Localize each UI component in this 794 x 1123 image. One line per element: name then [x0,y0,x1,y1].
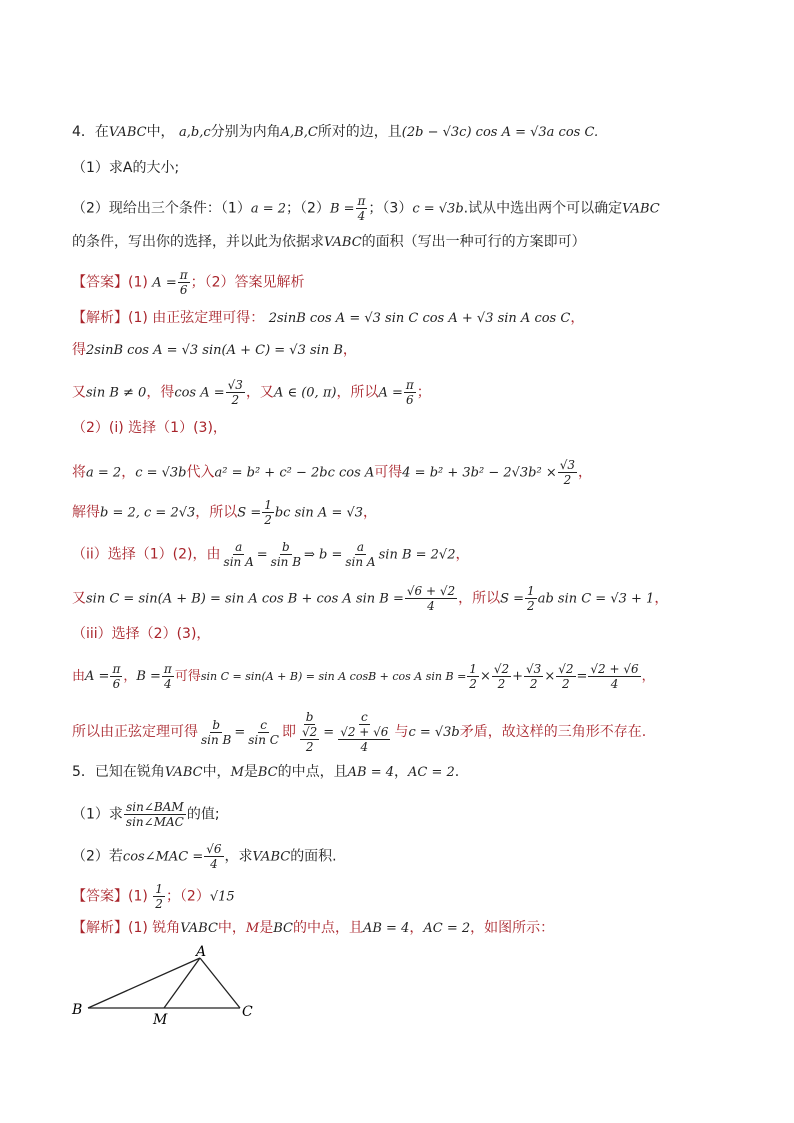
q4-exp-line8: 又sin C = sin(A + B) = sin A cos B + cos A sin B = $\frac{√6 + √2}{4}$ ，所以S = $\frac{1}{2}$ ab sin C = √3 + 1， [72,584,669,613]
label-A: A [196,944,207,960]
q4-exp-line2: 得2sinB cos A = √3 sin(A + C) = √3 sin B， [72,342,357,358]
label-M: M [153,1012,168,1026]
side-BA [88,958,200,1008]
q4-exp-line4: （2）(i) 选择（1）(3)， [72,420,227,436]
q4-exp-line9: （iii）选择（2）(3)， [72,626,211,642]
q4-exp-line1: 【解析】(1) 由正弦定理可得： 2sinB cos A = √3 sin C cos A + √3 sin A cos C， [72,310,585,326]
q4-part2: （2）现给出三个条件：（1）a = 2；（2）B = $\frac{\pi}{4}$ ；（3）c = √3b.试从中选出两个可以确定VABC [72,194,660,223]
q5-stem: 5．已知在锐角VABC中，M是BC的中点，且AB = 4，AC = 2. [72,764,460,780]
q4-exp-line6: 解得b = 2, c = 2√3，所以S = $\frac{1}{2}$ bc sin A = √3， [72,498,378,527]
q4-exp-line11: 所以由正弦定理可得 $\frac{b}{\text{sin B}}$ = $\frac{c}{\text{sin C}}$ 即 $\frac{b}{\frac{√2}{2}}$ = $\frac{c}{\frac{√2 + √6}{4}}$ 与c = √3b矛盾，故这样的三角形不存在. [72,710,647,754]
q5-part1: （1）求 $\frac{\text{sin∠BAM}}{\text{sin∠MAC}}$ 的值; [72,800,220,829]
label-B: B [72,1002,83,1018]
q4-part2-cont: 的条件，写出你的选择，并以此为依据求VABC的面积（写出一种可行的方案即可） [72,234,586,250]
q4-stem: 4．在VABC中， a,b,c分别为内角A,B,C所对的边，且(2b − √3c) cos A = √3a cos C. [72,124,599,140]
q5-part2: （2）若cos∠MAC = $\frac{√6}{4}$ ，求VABC的面积. [72,842,337,871]
q5-answer: 【答案】(1) $\frac{1}{2}$ ；（2）√15 [72,882,235,911]
q4-exp-line3: 又sin B ≠ 0，得cos A = $\frac{√3}{2}$ ，又A ∈ (0, π)，所以A = $\frac{\pi}{6}$ ； [72,378,431,407]
label-C: C [242,1004,253,1020]
q4-exp-line10: 由A = $\frac{\pi}{6}$ ，B = $\frac{\pi}{4}$ 可得sin C = sin(A + B) = sin A cosB + cos A sin B = $\frac{1}{2}$ × $\frac{√2}{2}$ + $\frac{√3}{2}$ × $\frac{√2}{2}$ = $\frac{√2 + √6}{4}$ ， [72,662,655,691]
q4-exp-line7: （ii）选择（1）(2)，由 $\frac{a}{\text{sin A}}$ = $\frac{b}{\text{sin B}}$ ⇒ b = $\frac{a}{\text{sin A}}$ sin B = 2√2， [72,540,470,569]
side-AC [200,958,240,1008]
fraction: $\frac{\pi}{4}$ [357,194,366,223]
q4-part1: （1）求A的大小; [72,160,180,176]
q4-exp-line5: 将a = 2，c = √3b代入a² = b² + c² − 2bc cos A可得4 = b² + 3b² − 2√3b² × $\frac{√3}{2}$ ， [72,458,593,487]
q4-answer: 【答案】(1) A = $\frac{\pi}{6}$ ；（2）答案见解析 [72,268,305,297]
triangle-figure [66,942,266,1026]
q5-exp-line1: 【解析】(1) 锐角VABC中，M是BC的中点，且AB = 4，AC = 2，如图所示： [72,920,555,936]
